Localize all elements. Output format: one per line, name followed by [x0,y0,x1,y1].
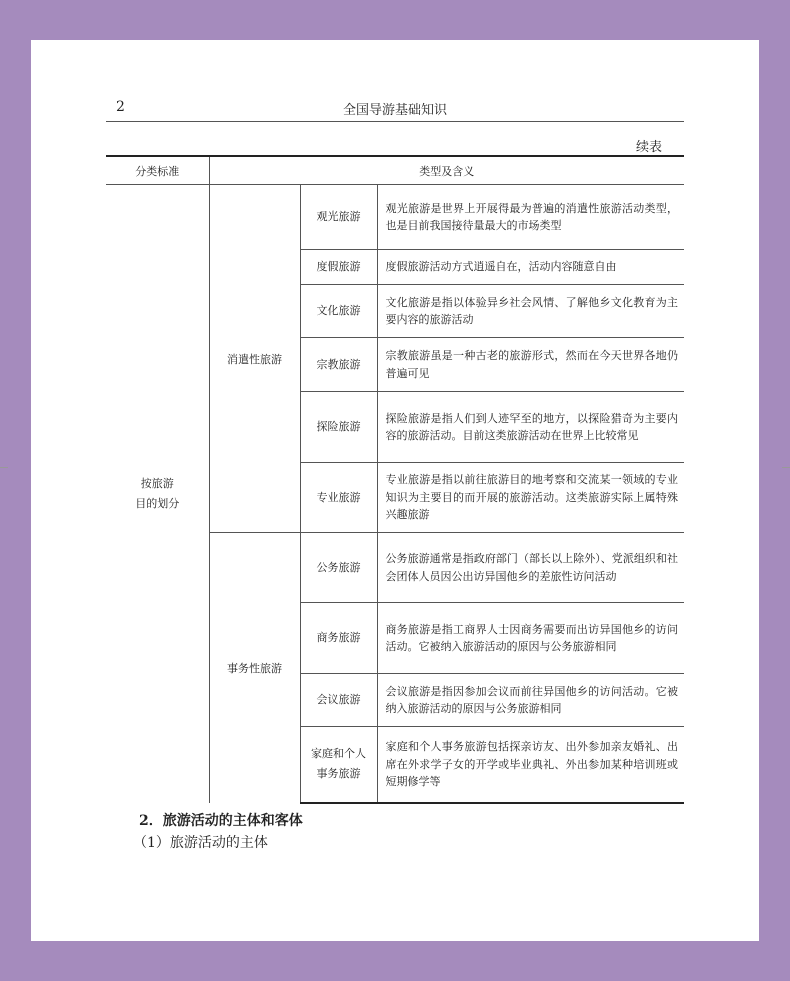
crop-mark-right [782,467,790,468]
desc-cell: 宗教旅游虽是一种古老的旅游形式，然而在今天世界各地仍普遍可见 [377,338,684,392]
header-rule [106,121,684,122]
col-header-type-meaning: 类型及含义 [209,156,684,185]
classification-table [106,155,684,804]
type-cell: 观光旅游 [300,185,377,250]
page-number: 2 [116,99,125,115]
type-cell [300,727,377,803]
desc-cell: 会议旅游是指因参加会议而前往异国他乡的访问活动。它被纳入旅游活动的原因与公务旅游相同 [377,674,684,727]
running-header-title: 全国导游基础知识 [342,103,447,118]
section-heading: 2．旅游活动的主体和客体 [139,813,303,829]
desc-cell: 专业旅游是指以前往旅游目的地考察和交流某一领域的专业知识为主要目的而开展的旅游活动。这类旅游实际上属特殊兴趣旅游 [377,463,684,533]
desc-cell: 商务旅游是指工商界人士因商务需要而出访异国他乡的访问活动。它被纳入旅游活动的原因与公务旅游相同 [377,603,684,674]
desc-cell: 文化旅游是指以体验异乡社会风情、了解他乡文化教育为主要内容的旅游活动 [377,285,684,338]
type-cell: 会议旅游 [300,674,377,727]
desc-cell: 观光旅游是世界上开展得最为普遍的消遣性旅游活动类型，也是目前我国接待量最大的市场类型 [377,185,684,250]
type-line2: 事务旅游 [316,767,361,781]
type-cell: 探险旅游 [300,392,377,463]
criterion-line1: 按旅游 [140,476,174,490]
type-cell: 公务旅游 [300,533,377,603]
desc-cell: 公务旅游通常是指政府部门（部长以上除外）、党派组织和社会团体人员因公出访异国他乡的差旅性访问活动 [377,533,684,603]
type-cell: 度假旅游 [300,250,377,285]
group-cell-leisure: 消遣性旅游 [209,185,300,533]
desc-cell: 探险旅游是指人们到人迹罕至的地方，以探险猎奇为主要内容的旅游活动。目前这类旅游活动在世界上比较常见 [377,392,684,463]
table-row [106,185,684,250]
type-cell: 文化旅游 [300,285,377,338]
continued-label: 续表 [636,140,663,155]
crop-mark-left [0,467,8,468]
col-header-criterion: 分类标准 [106,156,209,185]
type-cell: 宗教旅游 [300,338,377,392]
criterion-line2: 目的划分 [135,496,180,510]
type-cell: 商务旅游 [300,603,377,674]
table-header-row [106,156,684,185]
desc-cell: 度假旅游活动方式逍遥自在，活动内容随意自由 [377,250,684,285]
type-cell: 专业旅游 [300,463,377,533]
type-line1: 家庭和个人 [311,747,366,761]
criterion-cell [106,185,209,803]
group-cell-business: 事务性旅游 [209,533,300,803]
subsection-heading: （1）旅游活动的主体 [133,835,268,851]
desc-cell: 家庭和个人事务旅游包括探亲访友、出外参加亲友婚礼、出席在外求学子女的开学或毕业典礼、外出参加某种培训班或短期修学等 [377,727,684,803]
